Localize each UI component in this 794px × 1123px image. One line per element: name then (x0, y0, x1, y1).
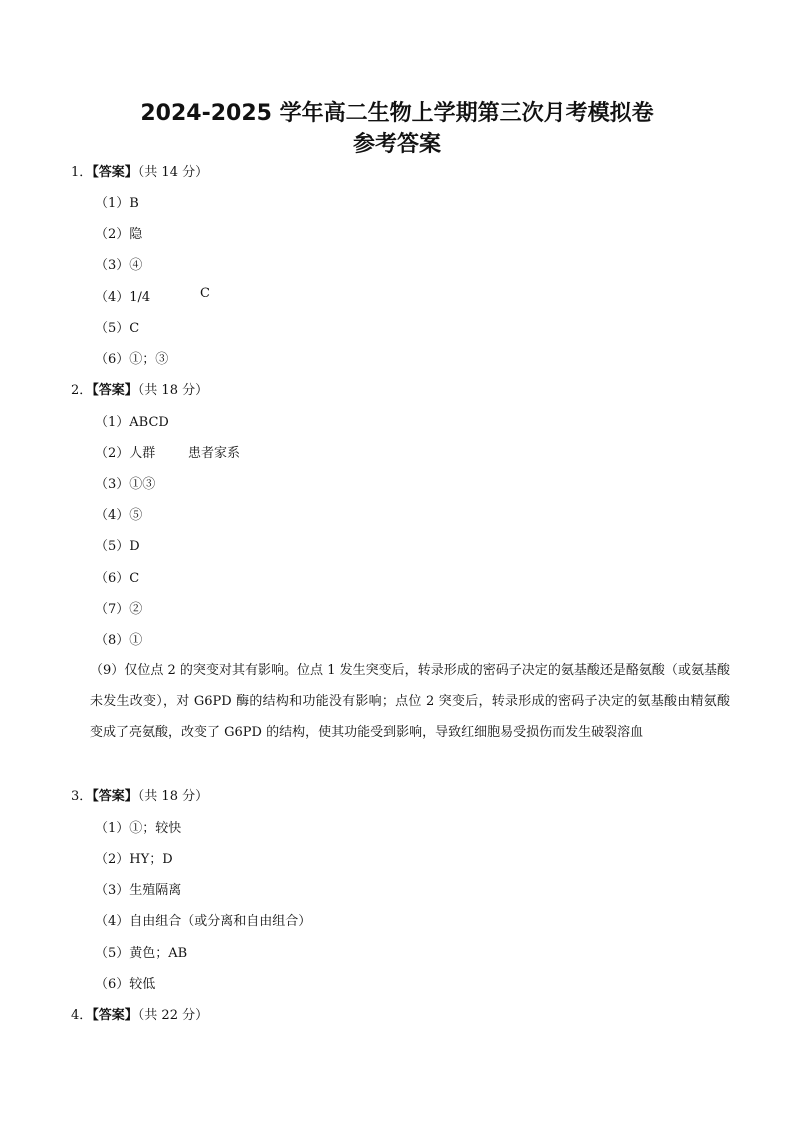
answer-label: （1） (95, 821, 130, 836)
answer-2-5 (95, 535, 140, 554)
answer-label: （1） (95, 196, 130, 211)
question-1-header (71, 161, 208, 180)
answer-3-3 (95, 879, 181, 898)
answer-value: 隐 (129, 227, 143, 242)
answer-2-3 (95, 473, 155, 492)
answer-2-2 (95, 442, 241, 461)
answer-value: 人群 (129, 446, 156, 461)
question-2-header (71, 379, 208, 398)
answer-value: ④ (129, 258, 143, 273)
answer-2-9 (90, 655, 730, 748)
answer-label: （3） (95, 883, 130, 898)
answer-value: HY；D (129, 852, 173, 867)
answer-3-4 (95, 910, 311, 929)
answer-label: （8） (95, 633, 130, 648)
question-points: （共 18 分） (137, 789, 209, 804)
answer-label: （7） (95, 602, 130, 617)
answer-1-1 (95, 192, 139, 211)
answer-2-6 (95, 567, 139, 586)
question-points: （共 14 分） (137, 165, 209, 180)
answer-value: C (129, 321, 140, 336)
answer-value: ⑤ (129, 508, 143, 523)
answer-value: ABCD (129, 415, 169, 430)
answer-value: C (129, 571, 140, 586)
answer-3-2 (95, 848, 173, 867)
answer-value: D (129, 539, 140, 554)
answer-value: 黄色；AB (129, 946, 188, 961)
answer-label: （4） (95, 508, 130, 523)
answer-label: （2） (95, 446, 130, 461)
answer-2-4 (95, 504, 142, 523)
answer-value: ①③ (129, 477, 156, 492)
question-4-header (71, 1004, 208, 1023)
answer-2-7 (95, 598, 142, 617)
answer-value-2: 患者家系 (188, 446, 241, 461)
answer-value: 较低 (129, 977, 156, 992)
answer-value: ② (129, 602, 143, 617)
answer-1-2 (95, 223, 142, 242)
answer-label: （2） (95, 227, 130, 242)
answer-value: ① (129, 633, 143, 648)
question-number: 1． (71, 165, 93, 180)
question-points: （共 22 分） (137, 1008, 209, 1023)
answer-2-1 (95, 411, 169, 430)
answer-tag: 【答案】 (92, 383, 138, 398)
answer-3-5 (95, 942, 187, 961)
answer-1-5 (95, 317, 139, 336)
answer-1-4 (95, 286, 210, 305)
answer-tag: 【答案】 (92, 165, 138, 180)
answer-label: （9） (90, 663, 125, 678)
answer-value: ①；③ (129, 352, 169, 367)
answer-1-6 (95, 348, 168, 367)
question-number: 2． (71, 383, 93, 398)
answer-value: ①；较快 (129, 821, 182, 836)
question-number: 3． (71, 789, 93, 804)
answer-3-6 (95, 973, 155, 992)
answer-label: （3） (95, 477, 130, 492)
answer-label: （4） (95, 914, 130, 929)
answer-tag: 【答案】 (92, 1008, 138, 1023)
answer-label: （2） (95, 852, 130, 867)
answer-tag: 【答案】 (92, 789, 138, 804)
answer-label: （6） (95, 977, 130, 992)
answer-label: （6） (95, 352, 130, 367)
question-3-header (71, 785, 208, 804)
answer-label: （4） (95, 290, 130, 305)
answer-label: （5） (95, 539, 130, 554)
question-number: 4． (71, 1008, 93, 1023)
answer-label: （1） (95, 415, 130, 430)
answer-value-2: C (200, 286, 210, 301)
answer-label: （5） (95, 946, 130, 961)
answer-value: 生殖隔离 (129, 883, 182, 898)
answer-label: （5） (95, 321, 130, 336)
question-points: （共 18 分） (137, 383, 209, 398)
document-title: 2024-2025 学年高二生物上学期第三次月考模拟卷 (140, 101, 654, 126)
answer-1-3 (95, 254, 142, 273)
answer-value: 自由组合（或分离和自由组合） (129, 914, 312, 929)
document-subtitle: 参考答案 (352, 132, 441, 157)
answer-label: （3） (95, 258, 130, 273)
answer-2-8 (95, 629, 142, 648)
answer-paragraph: 仅位点 2 的突变对其有影响。位点 1 发生突变后，转录形成的密码子决定的氨基酸还是酪氨酸（或氨基酸未发生改变），对 G6PD 酶的结构和功能没有影响；点位 2 突变后，转录形成的密码子决定的氨基酸由精氨酸变成了亮氨酸，改变了 G6PD 的结构，使其功能受到影响，导致红细胞易受损伤而发生破裂溶血 (90, 663, 730, 740)
answer-3-1 (95, 817, 181, 836)
answer-value: B (129, 196, 139, 211)
answer-label: （6） (95, 571, 130, 586)
answer-value: 1/4 (129, 290, 151, 305)
